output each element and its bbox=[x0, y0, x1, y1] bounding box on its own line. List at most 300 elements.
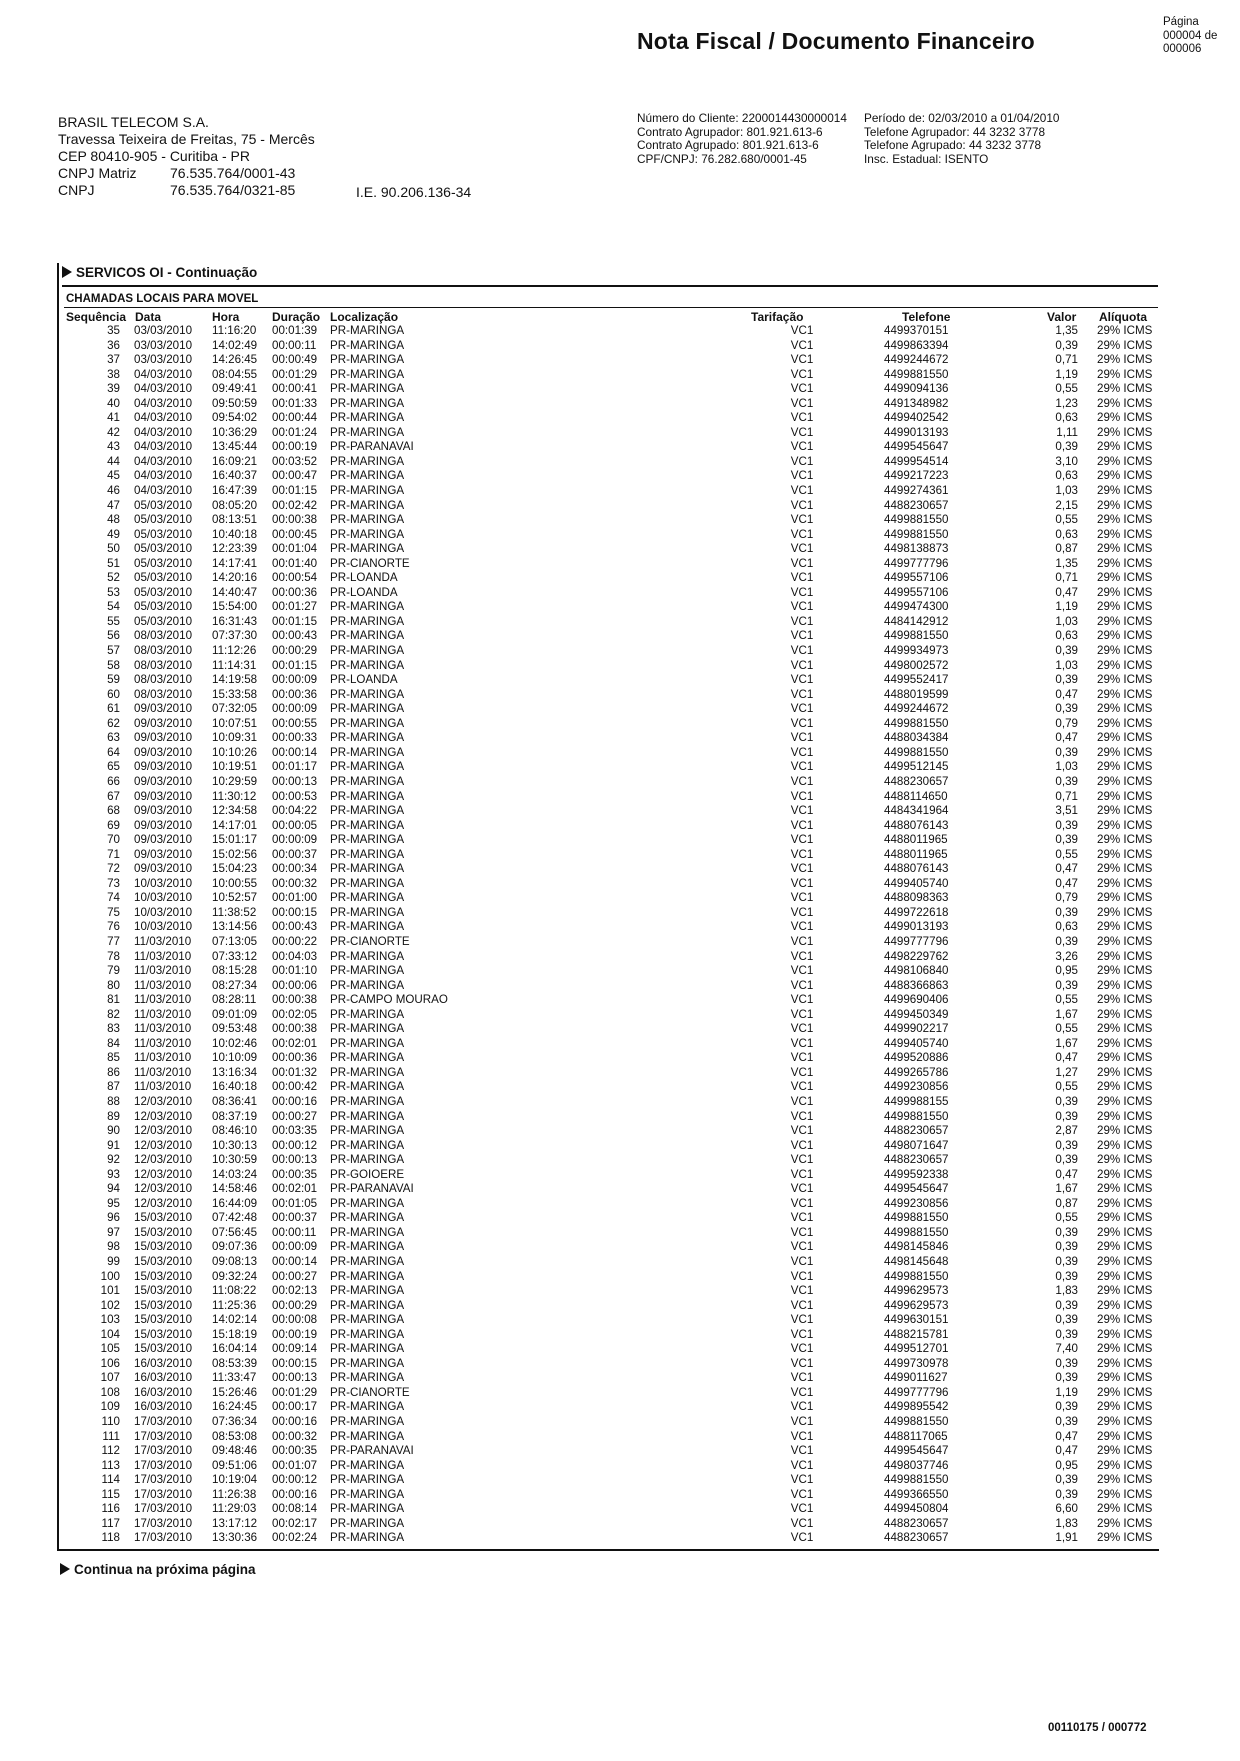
table-row bbox=[0, 1328, 1240, 1343]
col-aliquota: Alíquota bbox=[1099, 310, 1147, 324]
cell-localizacao: PR-MARINGA bbox=[330, 527, 405, 541]
cell-aliquota: 29% ICMS bbox=[1097, 484, 1153, 498]
cell-telefone: 4498106840 bbox=[884, 964, 949, 978]
table-row bbox=[0, 1284, 1240, 1299]
cell-valor: 0,39 bbox=[1055, 774, 1078, 788]
cell-sequencia: 88 bbox=[107, 1094, 120, 1108]
cell-duracao: 00:00:09 bbox=[272, 833, 318, 847]
cell-localizacao: PR-MARINGA bbox=[330, 1051, 405, 1065]
cell-duracao: 00:00:42 bbox=[272, 1080, 318, 1094]
cell-duracao: 00:00:32 bbox=[272, 876, 318, 890]
cell-hora: 16:31:43 bbox=[212, 614, 258, 628]
cell-valor: 0,95 bbox=[1055, 964, 1078, 978]
cell-telefone: 4488114650 bbox=[884, 789, 948, 803]
cell-hora: 11:08:22 bbox=[212, 1284, 257, 1298]
cell-aliquota: 29% ICMS bbox=[1097, 658, 1153, 672]
cell-duracao: 00:00:44 bbox=[272, 411, 318, 425]
cell-tarifacao: VC1 bbox=[790, 876, 814, 890]
cell-aliquota: 29% ICMS bbox=[1097, 862, 1153, 876]
table-row bbox=[0, 717, 1240, 732]
cell-data: 11/03/2010 bbox=[134, 934, 192, 948]
cell-localizacao: PR-MARINGA bbox=[330, 1473, 405, 1487]
cell-duracao: 00:00:27 bbox=[272, 1269, 318, 1283]
cell-telefone: 4488076143 bbox=[884, 818, 949, 832]
cell-telefone: 4499881550 bbox=[884, 527, 949, 541]
cell-localizacao: PR-MARINGA bbox=[330, 1138, 405, 1152]
table-row bbox=[0, 499, 1240, 514]
cell-hora: 07:37:30 bbox=[212, 629, 258, 643]
cell-localizacao: PR-MARINGA bbox=[330, 1458, 405, 1472]
cell-tarifacao: VC1 bbox=[790, 585, 814, 599]
cell-telefone: 4484142912 bbox=[884, 614, 949, 628]
cell-aliquota: 29% ICMS bbox=[1097, 1022, 1153, 1036]
cell-sequencia: 77 bbox=[107, 934, 120, 948]
cnpj-matriz-value: 76.535.764/0001-43 bbox=[170, 165, 296, 181]
cell-sequencia: 56 bbox=[107, 629, 120, 643]
cell-valor: 0,55 bbox=[1055, 382, 1078, 396]
table-row bbox=[0, 1488, 1240, 1503]
table-row bbox=[0, 804, 1240, 819]
cell-valor: 0,47 bbox=[1055, 1444, 1078, 1458]
cell-hora: 13:14:56 bbox=[212, 920, 258, 934]
cell-localizacao: PR-MARINGA bbox=[330, 1356, 405, 1370]
cell-duracao: 00:00:19 bbox=[272, 440, 318, 454]
cell-valor: 0,71 bbox=[1055, 789, 1078, 803]
company-address: Travessa Teixeira de Freitas, 75 - Mercês bbox=[58, 131, 315, 147]
continue-note-text: Continua na próxima página bbox=[74, 1562, 256, 1577]
cell-data: 04/03/2010 bbox=[134, 440, 193, 454]
cell-data: 16/03/2010 bbox=[134, 1385, 193, 1399]
cell-data: 09/03/2010 bbox=[134, 862, 193, 876]
cell-telefone: 4498071647 bbox=[884, 1138, 949, 1152]
cell-hora: 10:19:04 bbox=[212, 1473, 258, 1487]
cell-localizacao: PR-MARINGA bbox=[330, 804, 405, 818]
cell-valor: 0,63 bbox=[1055, 920, 1078, 934]
cell-tarifacao: VC1 bbox=[790, 396, 814, 410]
cell-duracao: 00:00:17 bbox=[272, 1400, 318, 1414]
section-title bbox=[62, 265, 257, 280]
cell-data: 09/03/2010 bbox=[134, 833, 193, 847]
cell-hora: 08:13:51 bbox=[212, 513, 258, 527]
cell-hora: 13:16:34 bbox=[212, 1065, 258, 1079]
cell-duracao: 00:02:24 bbox=[272, 1531, 318, 1545]
cell-hora: 14:17:01 bbox=[212, 818, 258, 832]
cell-hora: 16:40:18 bbox=[212, 1080, 258, 1094]
cell-aliquota: 29% ICMS bbox=[1097, 1371, 1153, 1385]
table-row bbox=[0, 586, 1240, 601]
table-row bbox=[0, 775, 1240, 790]
cell-data: 05/03/2010 bbox=[134, 556, 193, 570]
table-row bbox=[0, 673, 1240, 688]
cell-sequencia: 113 bbox=[101, 1458, 120, 1472]
cell-localizacao: PR-MARINGA bbox=[330, 949, 405, 963]
cell-hora: 10:10:26 bbox=[212, 745, 258, 759]
cell-duracao: 00:01:27 bbox=[272, 600, 318, 614]
cell-aliquota: 29% ICMS bbox=[1097, 774, 1153, 788]
cell-hora: 14:02:14 bbox=[212, 1313, 258, 1327]
table-row bbox=[0, 339, 1240, 354]
cell-hora: 09:07:36 bbox=[212, 1240, 258, 1254]
cell-tarifacao: VC1 bbox=[790, 993, 814, 1007]
cell-duracao: 00:00:35 bbox=[272, 1167, 318, 1181]
cell-localizacao: PR-MARINGA bbox=[330, 1313, 405, 1327]
table-row bbox=[0, 1473, 1240, 1488]
cell-data: 09/03/2010 bbox=[134, 745, 193, 759]
cell-data: 04/03/2010 bbox=[134, 396, 193, 410]
cell-sequencia: 69 bbox=[107, 818, 120, 832]
cell-localizacao: PR-MARINGA bbox=[330, 1036, 405, 1050]
telefone-agrupador: Telefone Agrupador: 44 3232 3778 bbox=[864, 124, 1046, 139]
cell-data: 03/03/2010 bbox=[134, 324, 193, 337]
cell-aliquota: 29% ICMS bbox=[1097, 1065, 1153, 1079]
cell-hora: 10:29:59 bbox=[212, 774, 258, 788]
table-row bbox=[0, 659, 1240, 674]
cell-telefone: 4499011627 bbox=[884, 1371, 948, 1385]
cell-tarifacao: VC1 bbox=[790, 1371, 814, 1385]
cell-aliquota: 29% ICMS bbox=[1097, 614, 1153, 628]
cell-aliquota: 29% ICMS bbox=[1097, 1400, 1153, 1414]
cell-duracao: 00:01:29 bbox=[272, 367, 318, 381]
cell-hora: 07:36:34 bbox=[212, 1415, 258, 1429]
cell-localizacao: PR-MARINGA bbox=[330, 1255, 405, 1268]
cell-data: 17/03/2010 bbox=[134, 1516, 193, 1530]
cell-tarifacao: VC1 bbox=[790, 1458, 814, 1472]
cell-duracao: 00:00:13 bbox=[272, 1153, 318, 1167]
table-row bbox=[0, 760, 1240, 775]
cell-duracao: 00:09:14 bbox=[272, 1342, 318, 1356]
cell-telefone: 4499244672 bbox=[884, 353, 949, 367]
cell-telefone: 4488230657 bbox=[884, 1531, 949, 1545]
cell-localizacao: PR-MARINGA bbox=[330, 905, 405, 919]
cell-telefone: 4499230856 bbox=[884, 1196, 949, 1210]
cell-aliquota: 29% ICMS bbox=[1097, 338, 1153, 352]
cell-duracao: 00:00:45 bbox=[272, 527, 318, 541]
cell-tarifacao: VC1 bbox=[790, 716, 814, 730]
page-current: 000004 de bbox=[1163, 29, 1218, 42]
cell-telefone: 4499690406 bbox=[884, 993, 949, 1007]
cell-telefone: 4499863394 bbox=[884, 338, 949, 352]
cell-tarifacao: VC1 bbox=[790, 1313, 814, 1327]
cell-valor: 3,26 bbox=[1055, 949, 1078, 963]
table-header bbox=[0, 310, 1240, 325]
cell-duracao: 00:02:17 bbox=[272, 1516, 318, 1530]
cell-data: 10/03/2010 bbox=[134, 891, 193, 905]
cell-valor: 0,39 bbox=[1055, 440, 1078, 454]
cell-valor: 0,71 bbox=[1055, 353, 1078, 367]
cell-valor: 1,67 bbox=[1055, 1007, 1078, 1021]
cell-data: 05/03/2010 bbox=[134, 600, 193, 614]
table-row bbox=[0, 1371, 1240, 1386]
table-row bbox=[0, 1400, 1240, 1415]
cell-sequencia: 96 bbox=[107, 1211, 120, 1225]
cell-aliquota: 29% ICMS bbox=[1097, 1487, 1153, 1501]
cell-duracao: 00:00:16 bbox=[272, 1487, 318, 1501]
table-row bbox=[0, 426, 1240, 441]
cell-duracao: 00:02:13 bbox=[272, 1284, 318, 1298]
cell-duracao: 00:00:38 bbox=[272, 993, 318, 1007]
cell-sequencia: 58 bbox=[107, 658, 120, 672]
cell-hora: 11:38:52 bbox=[212, 905, 257, 919]
table-row bbox=[0, 1313, 1240, 1328]
cell-data: 15/03/2010 bbox=[134, 1298, 193, 1312]
cell-localizacao: PR-MARINGA bbox=[330, 542, 405, 556]
cell-localizacao: PR-MARINGA bbox=[330, 1502, 405, 1516]
cell-valor: 6,60 bbox=[1055, 1502, 1078, 1516]
cell-duracao: 00:00:27 bbox=[272, 1109, 318, 1123]
cell-duracao: 00:00:41 bbox=[272, 382, 318, 396]
cell-hora: 16:09:21 bbox=[212, 454, 258, 468]
cell-valor: 0,39 bbox=[1055, 702, 1078, 716]
cell-hora: 10:02:46 bbox=[212, 1036, 258, 1050]
cnpj-matriz-row bbox=[58, 165, 315, 182]
cell-telefone: 4499450349 bbox=[884, 1007, 949, 1021]
cell-duracao: 00:01:15 bbox=[272, 614, 318, 628]
cell-sequencia: 99 bbox=[107, 1255, 120, 1268]
cell-data: 12/03/2010 bbox=[134, 1153, 193, 1167]
cell-sequencia: 80 bbox=[107, 978, 120, 992]
cell-duracao: 00:02:05 bbox=[272, 1007, 318, 1021]
cell-tarifacao: VC1 bbox=[790, 1298, 814, 1312]
cell-tarifacao: VC1 bbox=[790, 454, 814, 468]
telefone-agrupado: Telefone Agrupado: 44 3232 3778 bbox=[864, 138, 1042, 152]
cell-localizacao: PR-LOANDA bbox=[330, 673, 398, 687]
cell-valor: 0,63 bbox=[1055, 469, 1078, 483]
table-row bbox=[0, 644, 1240, 659]
cell-tarifacao: VC1 bbox=[790, 1007, 814, 1021]
cell-valor: 0,87 bbox=[1055, 542, 1078, 556]
cell-sequencia: 98 bbox=[107, 1240, 120, 1254]
cell-duracao: 00:00:33 bbox=[272, 731, 318, 745]
cell-valor: 1,35 bbox=[1055, 324, 1078, 337]
cell-telefone: 4499730978 bbox=[884, 1356, 949, 1370]
cell-localizacao: PR-MARINGA bbox=[330, 629, 405, 643]
table-row bbox=[0, 1197, 1240, 1212]
cell-tarifacao: VC1 bbox=[790, 1327, 814, 1341]
cell-localizacao: PR-MARINGA bbox=[330, 1065, 405, 1079]
cell-data: 17/03/2010 bbox=[134, 1458, 193, 1472]
cell-telefone: 4499013193 bbox=[884, 920, 949, 934]
cell-tarifacao: VC1 bbox=[790, 687, 814, 701]
cell-sequencia: 85 bbox=[107, 1051, 120, 1065]
cell-hora: 08:28:11 bbox=[212, 993, 257, 1007]
table-row bbox=[0, 1095, 1240, 1110]
cell-duracao: 00:00:14 bbox=[272, 1255, 318, 1268]
cell-hora: 16:04:14 bbox=[212, 1342, 258, 1356]
cell-localizacao: PR-MARINGA bbox=[330, 353, 405, 367]
cell-data: 17/03/2010 bbox=[134, 1473, 193, 1487]
cell-tarifacao: VC1 bbox=[790, 324, 814, 337]
cell-data: 11/03/2010 bbox=[134, 964, 192, 978]
cell-aliquota: 29% ICMS bbox=[1097, 425, 1153, 439]
cell-duracao: 00:01:05 bbox=[272, 1196, 318, 1210]
cell-aliquota: 29% ICMS bbox=[1097, 1473, 1153, 1487]
cell-hora: 15:04:23 bbox=[212, 862, 258, 876]
cell-aliquota: 29% ICMS bbox=[1097, 1211, 1153, 1225]
cell-localizacao: PR-MARINGA bbox=[330, 891, 405, 905]
cell-tarifacao: VC1 bbox=[790, 1211, 814, 1225]
cell-valor: 0,39 bbox=[1055, 833, 1078, 847]
cell-valor: 0,39 bbox=[1055, 1298, 1078, 1312]
cell-localizacao: PR-MARINGA bbox=[330, 1124, 405, 1138]
cell-sequencia: 66 bbox=[107, 774, 120, 788]
cell-data: 11/03/2010 bbox=[134, 1022, 192, 1036]
col-sequencia: Sequência bbox=[66, 310, 127, 324]
cell-hora: 11:30:12 bbox=[212, 789, 257, 803]
cell-localizacao: PR-MARINGA bbox=[330, 1022, 405, 1036]
cell-valor: 0,95 bbox=[1055, 1458, 1078, 1472]
cell-valor: 1,83 bbox=[1055, 1284, 1078, 1298]
cell-duracao: 00:00:22 bbox=[272, 934, 318, 948]
cell-sequencia: 46 bbox=[107, 484, 120, 498]
insc-estadual: Insc. Estadual: ISENTO bbox=[864, 151, 989, 166]
cell-data: 12/03/2010 bbox=[134, 1182, 193, 1196]
cell-valor: 0,87 bbox=[1055, 1196, 1078, 1210]
cell-valor: 0,63 bbox=[1055, 629, 1078, 643]
cell-telefone: 4488098363 bbox=[884, 891, 949, 905]
cell-tarifacao: VC1 bbox=[790, 556, 814, 570]
cell-telefone: 4499265786 bbox=[884, 1065, 949, 1079]
cell-localizacao: PR-MARINGA bbox=[330, 1225, 405, 1239]
cell-localizacao: PR-MARINGA bbox=[330, 716, 405, 730]
cell-telefone: 4488011965 bbox=[884, 833, 948, 847]
table-row bbox=[0, 819, 1240, 834]
cell-telefone: 4499217223 bbox=[884, 469, 949, 483]
cell-valor: 0,39 bbox=[1055, 1094, 1078, 1108]
cell-aliquota: 29% ICMS bbox=[1097, 1255, 1153, 1268]
periodo: Período de: 02/03/2010 a 01/04/2010 bbox=[864, 111, 1060, 125]
cell-valor: 0,39 bbox=[1055, 1356, 1078, 1370]
cell-aliquota: 29% ICMS bbox=[1097, 1138, 1153, 1152]
cell-telefone: 4499954514 bbox=[884, 454, 949, 468]
cell-telefone: 4499902217 bbox=[884, 1022, 949, 1036]
cell-data: 15/03/2010 bbox=[134, 1284, 193, 1298]
cell-aliquota: 29% ICMS bbox=[1097, 1327, 1153, 1341]
table-row bbox=[0, 1037, 1240, 1052]
cell-sequencia: 78 bbox=[107, 949, 120, 963]
cell-telefone: 4499881550 bbox=[884, 629, 949, 643]
cell-hora: 09:50:59 bbox=[212, 396, 258, 410]
table-row bbox=[0, 1270, 1240, 1285]
cell-localizacao: PR-MARINGA bbox=[330, 1415, 405, 1429]
cell-tarifacao: VC1 bbox=[790, 1487, 814, 1501]
cell-tarifacao: VC1 bbox=[790, 1065, 814, 1079]
cell-data: 05/03/2010 bbox=[134, 614, 193, 628]
cell-valor: 0,47 bbox=[1055, 876, 1078, 890]
cell-telefone: 4499777796 bbox=[884, 1385, 949, 1399]
cell-aliquota: 29% ICMS bbox=[1097, 382, 1153, 396]
table-row bbox=[0, 455, 1240, 470]
cell-tarifacao: VC1 bbox=[790, 1473, 814, 1487]
cell-valor: 1,83 bbox=[1055, 1516, 1078, 1530]
cell-aliquota: 29% ICMS bbox=[1097, 745, 1153, 759]
col-localizacao: Localização bbox=[330, 310, 399, 324]
cell-tarifacao: VC1 bbox=[790, 1094, 814, 1108]
cell-sequencia: 59 bbox=[107, 673, 120, 687]
cell-duracao: 00:00:55 bbox=[272, 716, 318, 730]
cell-valor: 0,39 bbox=[1055, 1225, 1078, 1239]
cell-aliquota: 29% ICMS bbox=[1097, 1094, 1153, 1108]
cell-localizacao: PR-MARINGA bbox=[330, 847, 405, 861]
cell-localizacao: PR-LOANDA bbox=[330, 571, 398, 585]
cell-valor: 0,39 bbox=[1055, 934, 1078, 948]
company-name: BRASIL TELECOM S.A. bbox=[58, 114, 209, 130]
cell-data: 15/03/2010 bbox=[134, 1255, 193, 1268]
cell-tarifacao: VC1 bbox=[790, 353, 814, 367]
cell-tarifacao: VC1 bbox=[790, 964, 814, 978]
cell-hora: 10:09:31 bbox=[212, 731, 258, 745]
cell-hora: 07:33:12 bbox=[212, 949, 258, 963]
cell-tarifacao: VC1 bbox=[790, 1429, 814, 1443]
cell-sequencia: 76 bbox=[107, 920, 120, 934]
cell-valor: 0,47 bbox=[1055, 731, 1078, 745]
cell-tarifacao: VC1 bbox=[790, 658, 814, 672]
cell-data: 15/03/2010 bbox=[134, 1269, 193, 1283]
cell-valor: 0,63 bbox=[1055, 527, 1078, 541]
cell-telefone: 4499881550 bbox=[884, 1109, 949, 1123]
cell-aliquota: 29% ICMS bbox=[1097, 1225, 1153, 1239]
cell-hora: 15:26:46 bbox=[212, 1385, 258, 1399]
cell-telefone: 4499881550 bbox=[884, 1473, 949, 1487]
cell-valor: 1,03 bbox=[1055, 614, 1078, 628]
document-title: Nota Fiscal / Documento Financeiro bbox=[637, 28, 1035, 54]
cell-tarifacao: VC1 bbox=[790, 1153, 814, 1167]
table-row bbox=[0, 1153, 1240, 1168]
cell-duracao: 00:00:37 bbox=[272, 1211, 318, 1225]
col-data: Data bbox=[135, 310, 162, 324]
cell-hora: 11:33:47 bbox=[212, 1371, 257, 1385]
table-row bbox=[0, 1415, 1240, 1430]
cell-duracao: 00:01:24 bbox=[272, 425, 318, 439]
cell-hora: 16:44:09 bbox=[212, 1196, 258, 1210]
cell-hora: 10:40:18 bbox=[212, 527, 258, 541]
cell-telefone: 4488366863 bbox=[884, 978, 949, 992]
cell-sequencia: 106 bbox=[100, 1356, 120, 1370]
table-row bbox=[0, 1211, 1240, 1226]
cell-sequencia: 74 bbox=[107, 891, 120, 905]
cell-data: 17/03/2010 bbox=[134, 1487, 193, 1501]
cell-duracao: 00:00:11 bbox=[272, 338, 317, 352]
cell-data: 10/03/2010 bbox=[134, 905, 193, 919]
cell-hora: 08:36:41 bbox=[212, 1094, 258, 1108]
cell-telefone: 4499013193 bbox=[884, 425, 949, 439]
cell-tarifacao: VC1 bbox=[790, 382, 814, 396]
cell-tarifacao: VC1 bbox=[790, 440, 814, 454]
cell-tarifacao: VC1 bbox=[790, 1167, 814, 1181]
cell-tarifacao: VC1 bbox=[790, 1225, 814, 1239]
cell-hora: 09:08:13 bbox=[212, 1255, 258, 1268]
table-row bbox=[0, 862, 1240, 877]
cell-localizacao: PR-MARINGA bbox=[330, 920, 405, 934]
cell-aliquota: 29% ICMS bbox=[1097, 1502, 1153, 1516]
cell-duracao: 00:00:53 bbox=[272, 789, 318, 803]
cell-sequencia: 71 bbox=[107, 847, 120, 861]
cell-valor: 0,39 bbox=[1055, 1313, 1078, 1327]
table-row bbox=[0, 1110, 1240, 1125]
cell-aliquota: 29% ICMS bbox=[1097, 1284, 1153, 1298]
cell-data: 10/03/2010 bbox=[134, 920, 193, 934]
cell-telefone: 4499094136 bbox=[884, 382, 949, 396]
cell-telefone: 4499777796 bbox=[884, 934, 949, 948]
cell-valor: 0,39 bbox=[1055, 905, 1078, 919]
cell-sequencia: 111 bbox=[102, 1429, 120, 1443]
cell-duracao: 00:02:42 bbox=[272, 498, 318, 512]
cnpj-label: CNPJ bbox=[58, 182, 95, 198]
cell-sequencia: 100 bbox=[100, 1269, 120, 1283]
cell-duracao: 00:00:13 bbox=[272, 1371, 318, 1385]
table-row bbox=[0, 1139, 1240, 1154]
cell-tarifacao: VC1 bbox=[790, 1269, 814, 1283]
cell-aliquota: 29% ICMS bbox=[1097, 949, 1153, 963]
